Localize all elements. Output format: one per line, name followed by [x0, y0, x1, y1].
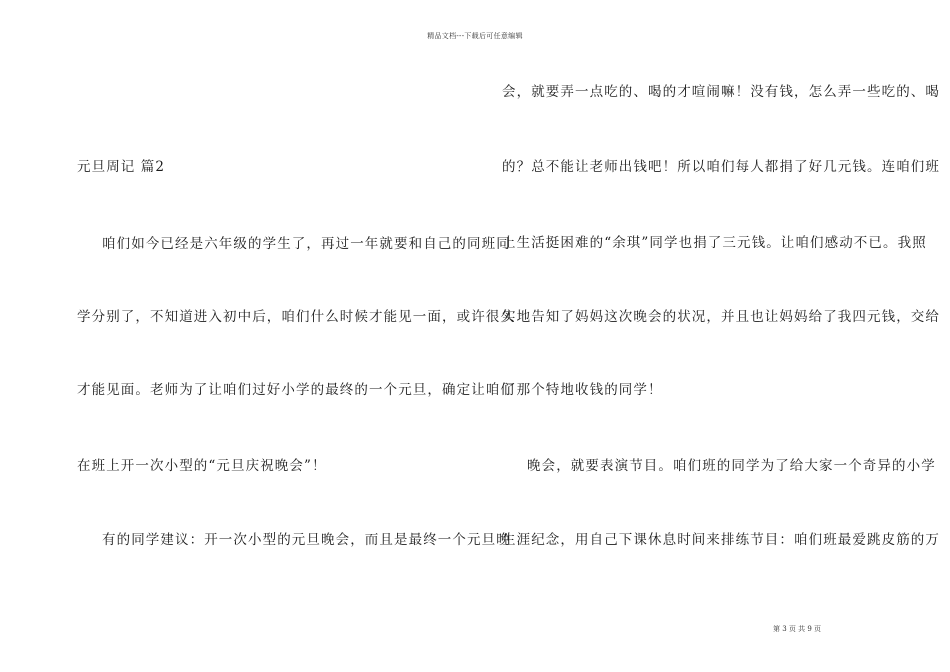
body-line: 咱们如今已经是六年级的学生了，再过一年就要和自己的同班同: [102, 236, 511, 252]
body-line: 会，就要弄一点吃的、喝的才喧闹嘛！没有钱，怎么弄一些吃的、喝: [502, 84, 940, 100]
body-line: 在班上开一次小型的“元旦庆祝晚会”！: [77, 458, 327, 474]
page-header: 精品文档---下载后可任意编辑: [427, 32, 523, 40]
body-line: 的？总不能让老师出钱吧！所以咱们每人都捐了好几元钱。连咱们班: [502, 159, 940, 175]
body-line: 晚会，就要表演节目。咱们班的同学为了给大家一个奇异的小学: [527, 458, 936, 474]
page-number: 第 3 页 共 9 页: [773, 625, 822, 633]
body-line: 实地告知了妈妈这次晚会的状况，并且也让妈妈给了我四元钱，交给: [502, 309, 940, 325]
body-line: 上生活挺困难的“余琪”同学也捐了三元钱。让咱们感动不已。我照: [502, 235, 927, 251]
body-line: 学分别了，不知道进入初中后，咱们什么时候才能见一面，或许很久: [77, 309, 515, 325]
essay-title: 元旦周记 篇2: [77, 159, 166, 175]
body-line: 生涯纪念，用自己下课休息时间来排练节目：咱们班最爱跳皮筋的万: [502, 532, 940, 548]
body-line: 有的同学建议：开一次小型的元旦晚会，而且是最终一个元旦晚: [102, 532, 511, 548]
body-line: 了那个特地收钱的同学！: [502, 382, 663, 398]
body-line: 才能见面。老师为了让咱们过好小学的最终的一个元旦，确定让咱们: [77, 382, 515, 398]
